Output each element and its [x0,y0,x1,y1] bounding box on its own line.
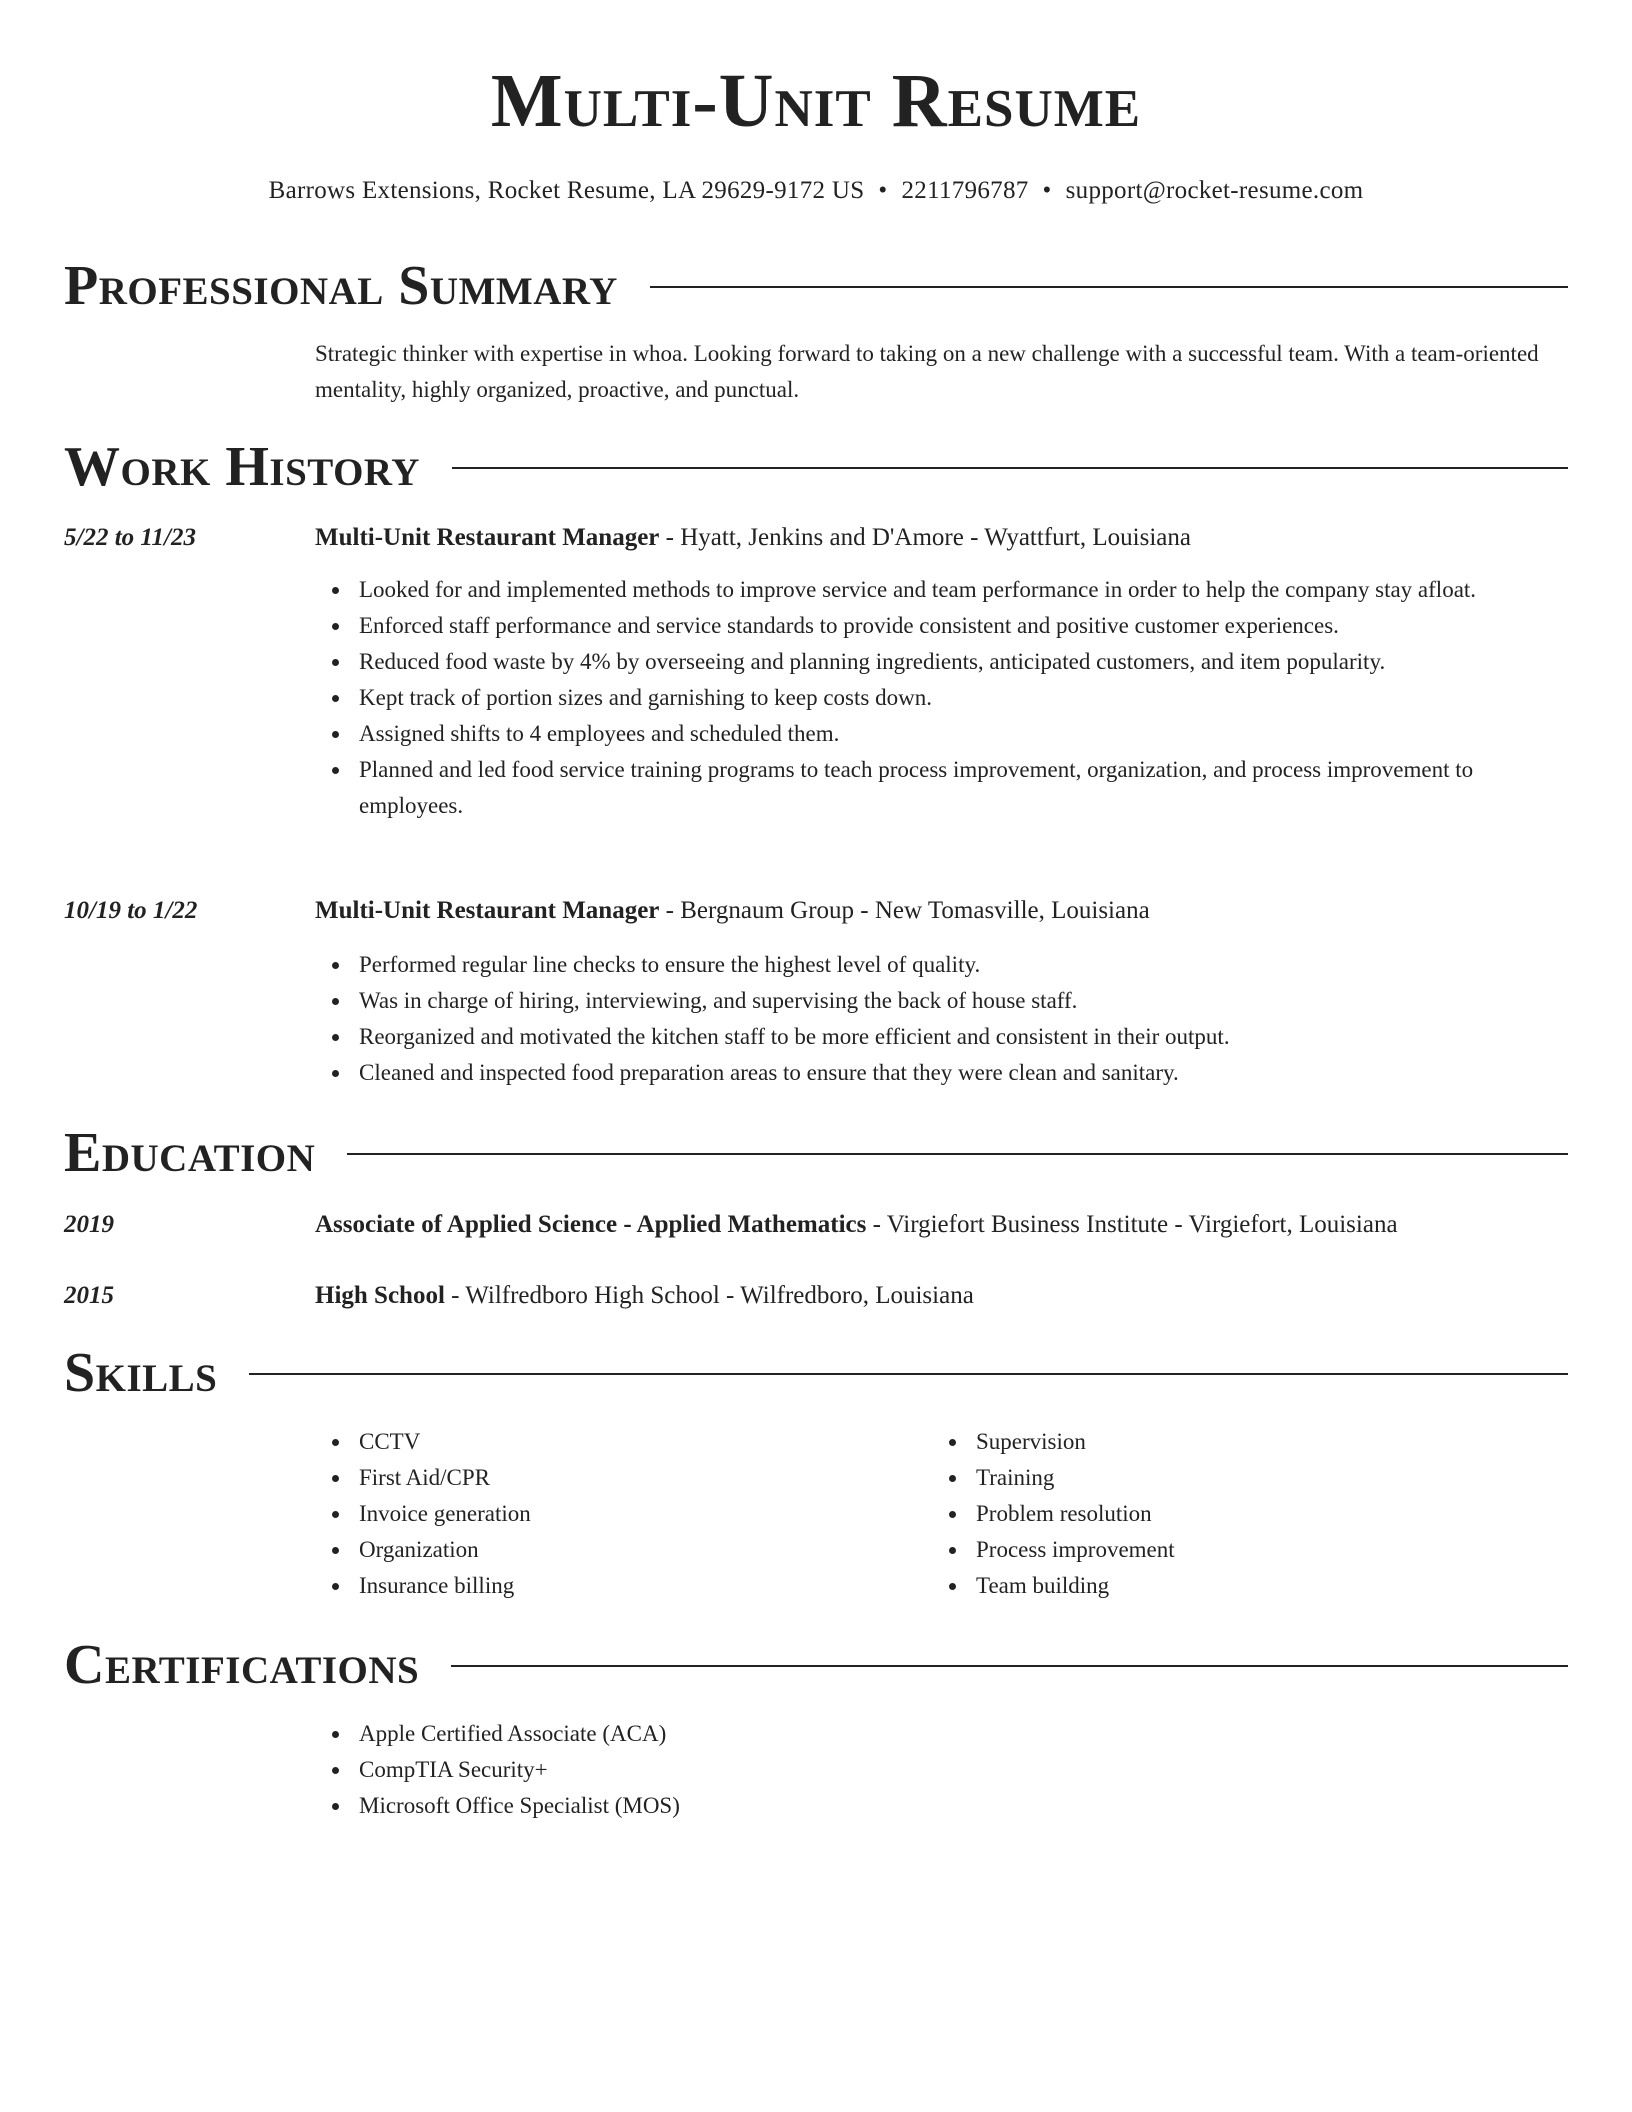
education-year: 2015 [64,1282,114,1309]
contact-email: support@rocket-resume.com [1065,177,1364,204]
skill-item: Invoice generation [315,1496,932,1532]
contact-separator: • [1042,177,1052,204]
skills-heading: Skills [64,1342,218,1404]
education-details: - Virgiefort Business Institute - Virgiefort, Louisiana [866,1211,1398,1238]
job-bullet: Kept track of portion sizes and garnishing to keep costs down. [315,680,1568,716]
job-details: - Hyatt, Jenkins and D'Amore - Wyattfurt, Louisiana [659,524,1191,551]
work-heading: Work History [64,436,420,498]
education-section-header [64,1123,1568,1183]
education-header [315,1208,1568,1242]
certification-item: CompTIA Security+ [315,1752,1568,1788]
job-header [315,894,1568,928]
summary-content [315,336,1568,408]
skill-item: Training [932,1460,1549,1496]
skill-item: Organization [315,1532,932,1568]
section-divider [650,286,1568,288]
job-title: Multi-Unit Restaurant Manager [315,524,660,551]
job-details: - Bergnaum Group - New Tomasville, Louisiana [659,897,1150,924]
section-divider [451,1665,1568,1667]
job-content [315,521,1568,824]
resume-name: Multi-Unit Resume [490,59,1142,143]
job-content [315,894,1568,1091]
job-bullet: Enforced staff performance and service standards to provide consistent and positive customer experiences. [315,608,1568,644]
skills-section-header [64,1343,1568,1403]
work-section-header [64,437,1568,497]
job-title: Multi-Unit Restaurant Manager [315,897,660,924]
certifications-content [315,1716,1568,1824]
skill-item: Process improvement [932,1532,1549,1568]
summary-heading: Professional Summary [64,255,618,317]
job-bullet: Performed regular line checks to ensure the highest level of quality. [315,947,1568,983]
skills-list-right [932,1424,1549,1604]
section-divider [249,1373,1568,1375]
certifications-section-header [64,1635,1568,1695]
job-bullet: Cleaned and inspected food preparation areas to ensure that they were clean and sanitary. [315,1055,1568,1091]
skills-list-left [315,1424,932,1604]
job-dates: 10/19 to 1/22 [64,897,198,924]
job-dates: 5/22 to 11/23 [64,524,196,551]
certification-item: Apple Certified Associate (ACA) [315,1716,1568,1752]
skill-item: Insurance billing [315,1568,932,1604]
job-bullet: Was in charge of hiring, interviewing, and supervising the back of house staff. [315,983,1568,1019]
job-bullet: Assigned shifts to 4 employees and scheduled them. [315,716,1568,752]
contact-phone: 2211796787 [901,177,1029,204]
skill-item: Supervision [932,1424,1549,1460]
summary-section-header [64,256,1568,316]
education-content [315,1208,1568,1242]
education-degree: Associate of Applied Science - Applied Mathematics [315,1211,867,1238]
education-header [315,1279,1568,1313]
certifications-heading: Certifications [64,1634,420,1696]
education-degree: High School [315,1282,445,1309]
certification-item: Microsoft Office Specialist (MOS) [315,1788,1568,1824]
certifications-list [315,1716,1568,1824]
skills-columns [315,1424,1568,1604]
job-bullet: Planned and led food service training programs to teach process improvement, organization, and process improvement to employees. [315,752,1568,824]
contact-address: Barrows Extensions, Rocket Resume, LA 29629-9172 US [268,177,865,204]
education-year: 2019 [64,1211,114,1238]
skill-item: First Aid/CPR [315,1460,932,1496]
section-divider [452,467,1568,469]
summary-text: Strategic thinker with expertise in whoa. Looking forward to taking on a new challenge with a successful team. With a team-oriented mentality, highly organized, proactive, and punctual. [315,341,1539,402]
education-heading: Education [64,1122,316,1184]
contact-line [64,176,1568,206]
job-header [315,521,1568,555]
education-content [315,1279,1568,1313]
contact-separator: • [878,177,888,204]
section-divider [347,1153,1568,1155]
education-details: - Wilfredboro High School - Wilfredboro, Louisiana [444,1282,974,1309]
job-bullets [315,947,1568,1091]
job-bullets [315,572,1568,824]
skill-item: CCTV [315,1424,932,1460]
job-bullet: Reorganized and motivated the kitchen staff to be more efficient and consistent in their output. [315,1019,1568,1055]
skill-item: Team building [932,1568,1549,1604]
skill-item: Problem resolution [932,1496,1549,1532]
job-bullet: Reduced food waste by 4% by overseeing and planning ingredients, anticipated customers, and item popularity. [315,644,1568,680]
job-bullet: Looked for and implemented methods to improve service and team performance in order to help the company stay afloat. [315,572,1568,608]
